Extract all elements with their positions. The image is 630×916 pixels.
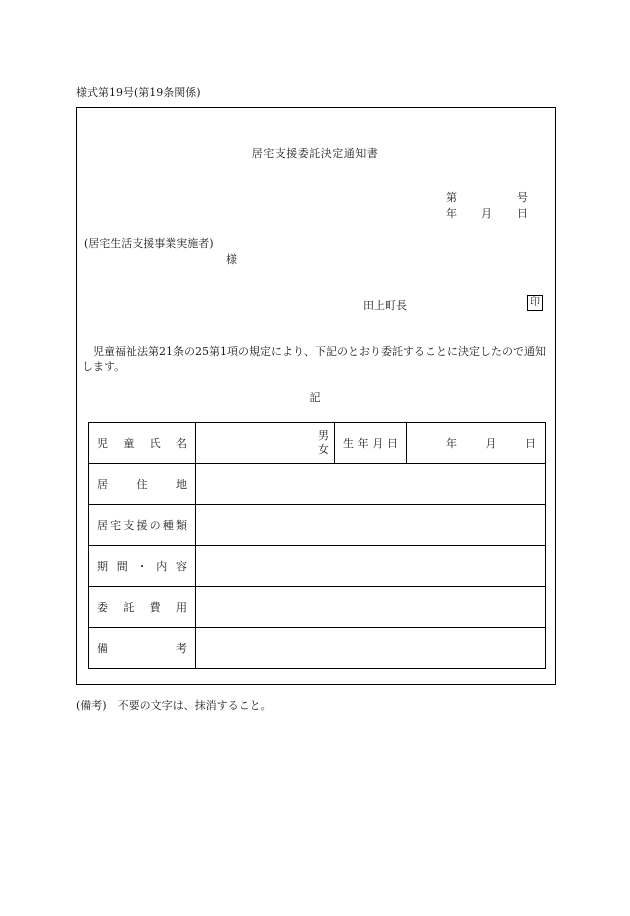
recipient-label: (居宅生活支援事業実施者) (84, 237, 214, 250)
label-char: 内 (156, 560, 168, 573)
label-char: 氏 (149, 437, 161, 450)
dob-label (335, 423, 407, 464)
recipient-honorific: 様 (226, 253, 237, 266)
sex-male: 男 (318, 429, 329, 442)
label-char: 生 (343, 437, 354, 450)
label-char: ・ (136, 560, 148, 573)
sex-female: 女 (318, 443, 329, 456)
table-row (89, 423, 546, 464)
label-char: 考 (176, 642, 187, 655)
label-char: 日 (386, 437, 398, 450)
label-char: 住 (136, 478, 148, 491)
label-char: 年 (357, 437, 369, 450)
label-char: 支 (123, 519, 135, 532)
label-char: 児 (97, 437, 108, 450)
label-char: 備 (97, 642, 108, 655)
row-label-period-content (89, 546, 196, 587)
value-cell-support-type[interactable] (196, 505, 546, 546)
sender-name: 田上町長 (363, 299, 407, 312)
label-char: 容 (176, 560, 187, 573)
value-cell-residence[interactable] (196, 464, 546, 505)
footnote: (備考) 不要の文字は、抹消すること。 (76, 699, 272, 712)
label-char: 託 (123, 601, 135, 614)
label-char: 援 (136, 519, 148, 532)
detail-table (88, 422, 546, 669)
issue-date-month: 月 (481, 207, 492, 220)
row-label-fee (89, 587, 196, 628)
form-number-label: 様式第19号(第19条関係) (76, 86, 201, 99)
label-char: 居 (97, 519, 108, 532)
value-cell-period-content[interactable] (196, 546, 546, 587)
document-number-suffix: 号 (517, 191, 528, 204)
document-title: 居宅支援委託決定通知書 (251, 147, 379, 160)
label-char: 地 (176, 478, 187, 491)
label-char: の (149, 519, 161, 532)
dob-year: 年 (446, 437, 457, 450)
value-cell-fee[interactable] (196, 587, 546, 628)
document-number-prefix: 第 (446, 191, 457, 204)
issue-date-day: 日 (517, 207, 528, 220)
table-row (89, 464, 546, 505)
label-char: 名 (175, 437, 187, 450)
row-label-support-type (89, 505, 196, 546)
label-char: 期 (97, 560, 108, 573)
table-row (89, 587, 546, 628)
label-char: 宅 (110, 519, 122, 532)
dob-month: 月 (485, 437, 497, 450)
label-char: 間 (116, 560, 128, 573)
dob-day: 日 (525, 437, 536, 450)
sex-cell[interactable] (196, 423, 335, 464)
value-cell-remarks[interactable] (196, 628, 546, 669)
seal-mark: 印 (527, 295, 543, 311)
dob-value-cell[interactable] (407, 423, 546, 464)
label-char: 童 (123, 437, 135, 450)
table-row (89, 505, 546, 546)
row-label-child-name (89, 423, 196, 464)
label-char: 居 (97, 478, 108, 491)
ki-heading: 記 (309, 391, 321, 404)
label-char: 種 (162, 519, 174, 532)
label-char: 委 (97, 601, 108, 614)
table-row (89, 546, 546, 587)
label-char: 費 (149, 601, 161, 614)
table-row (89, 628, 546, 669)
row-label-remarks (89, 628, 196, 669)
body-paragraph: 児童福祉法第21条の25第1項の規定により、下記のとおり委託することに決定したので通知します。 (82, 345, 546, 373)
label-char: 月 (372, 437, 384, 450)
label-char: 類 (175, 519, 187, 532)
row-label-residence (89, 464, 196, 505)
label-char: 用 (175, 601, 187, 614)
issue-date-year: 年 (446, 207, 457, 220)
